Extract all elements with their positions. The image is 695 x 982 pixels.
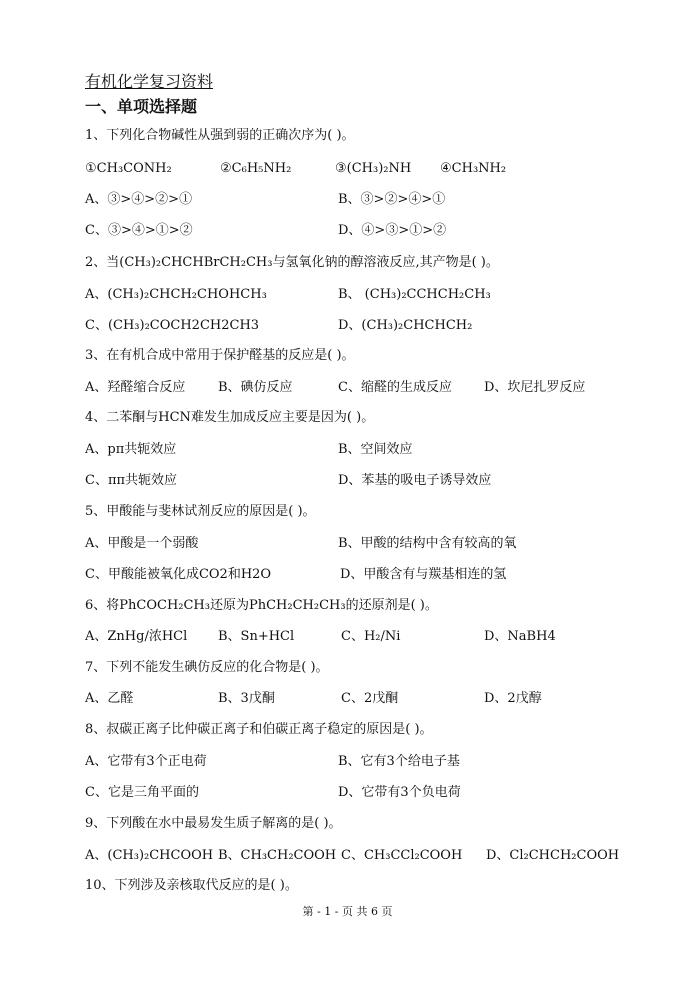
q1-option-a: A、③>④>②>① xyxy=(85,192,193,207)
q9-option-d: D、Cl₂CHCH₂COOH xyxy=(486,848,620,863)
q9-option-b: B、CH₃CH₂COOH xyxy=(218,848,337,863)
q1-option-c: C、③>④>①>② xyxy=(85,223,193,238)
q6-option-c: C、H₂/Ni xyxy=(341,629,401,644)
q1-compound-1: ①CH₃CONH₂ xyxy=(85,161,172,176)
q1-option-d: D、④>③>①>② xyxy=(338,223,447,238)
q2-option-c: C、(CH₃)₂COCH2CH2CH3 xyxy=(85,318,260,333)
q7-option-b: B、3戊酮 xyxy=(218,691,275,706)
q4-option-b: B、空间效应 xyxy=(338,442,413,457)
q9-option-a: A、(CH₃)₂CHCOOH xyxy=(85,848,214,863)
question-8-stem: 8、叔碳正离子比仲碳正离子和伯碳正离子稳定的原因是( )。 xyxy=(85,722,433,737)
question-7-stem: 7、下列不能发生碘仿反应的化合物是( )。 xyxy=(85,660,329,675)
q5-option-d: D、甲酸含有与羰基相连的氢 xyxy=(340,567,507,582)
q6-option-d: D、NaBH4 xyxy=(484,629,556,644)
q7-option-a: A、乙醛 xyxy=(85,691,134,706)
q6-option-b: B、Sn+HCl xyxy=(218,629,295,644)
q7-option-d: D、2戊醇 xyxy=(484,691,542,706)
q7-option-c: C、2戊酮 xyxy=(341,691,399,706)
q2-option-d: D、(CH₃)₂CHCHCH₂ xyxy=(338,318,473,333)
q4-option-a: A、pπ共轭效应 xyxy=(85,442,177,457)
q3-option-b: B、碘仿反应 xyxy=(218,380,293,395)
question-6-stem: 6、将PhCOCH₂CH₃还原为PhCH₂CH₂CH₃的还原剂是( )。 xyxy=(85,598,438,613)
q9-option-c: C、CH₃CCl₂COOH xyxy=(341,848,463,863)
q8-option-c: C、它是三角平面的 xyxy=(85,785,199,800)
q8-option-d: D、它带有3个负电荷 xyxy=(338,785,461,800)
question-9-stem: 9、下列酸在水中最易发生质子解离的是( )。 xyxy=(85,816,342,831)
q1-compound-2: ②C₆H₅NH₂ xyxy=(220,161,292,176)
q2-option-a: A、(CH₃)₂CHCH₂CHOHCH₃ xyxy=(85,287,267,302)
q5-option-b: B、甲酸的结构中含有较高的氧 xyxy=(338,536,517,551)
page-footer: 第 - 1 - 页 共 6 页 xyxy=(302,905,393,918)
document-title: 有机化学复习资料 xyxy=(85,72,214,91)
q8-option-a: A、它带有3个正电荷 xyxy=(85,754,207,769)
q5-option-a: A、甲酸是一个弱酸 xyxy=(85,536,199,551)
q5-option-c: C、甲酸能被氧化成CO2和H2O xyxy=(85,567,272,582)
q2-option-b: B、 (CH₃)₂CCHCH₂CH₃ xyxy=(338,287,491,302)
q4-option-c: C、ππ共轭效应 xyxy=(85,473,178,488)
q3-option-d: D、坎尼扎罗反应 xyxy=(484,380,586,395)
q1-compound-4: ④CH₃NH₂ xyxy=(440,161,507,176)
question-10-stem: 10、下列涉及亲核取代反应的是( )。 xyxy=(85,878,298,893)
question-3-stem: 3、在有机合成中常用于保护醛基的反应是( )。 xyxy=(85,348,355,363)
question-5-stem: 5、甲酸能与斐林试剂反应的原因是( )。 xyxy=(85,504,316,519)
question-2-stem: 2、当(CH₃)₂CHCHBrCH₂CH₃与氢氧化钠的醇溶液反应,其产物是( )。 xyxy=(85,255,499,270)
q6-option-a: A、ZnHg/浓HCl xyxy=(85,629,188,644)
q3-option-c: C、缩醛的生成反应 xyxy=(338,380,452,395)
q1-option-b: B、③>②>④>① xyxy=(338,192,446,207)
q1-compound-3: ③(CH₃)₂NH xyxy=(335,161,412,176)
section-heading: 一、单项选择题 xyxy=(85,97,198,116)
q8-option-b: B、它有3个给电子基 xyxy=(338,754,460,769)
q4-option-d: D、苯基的吸电子诱导效应 xyxy=(338,473,492,488)
question-1-stem: 1、下列化合物碱性从强到弱的正确次序为( )。 xyxy=(85,128,355,143)
question-4-stem: 4、二苯酮与HCN难发生加成反应主要是因为( )。 xyxy=(85,410,375,425)
q3-option-a: A、羟醛缩合反应 xyxy=(85,380,186,395)
